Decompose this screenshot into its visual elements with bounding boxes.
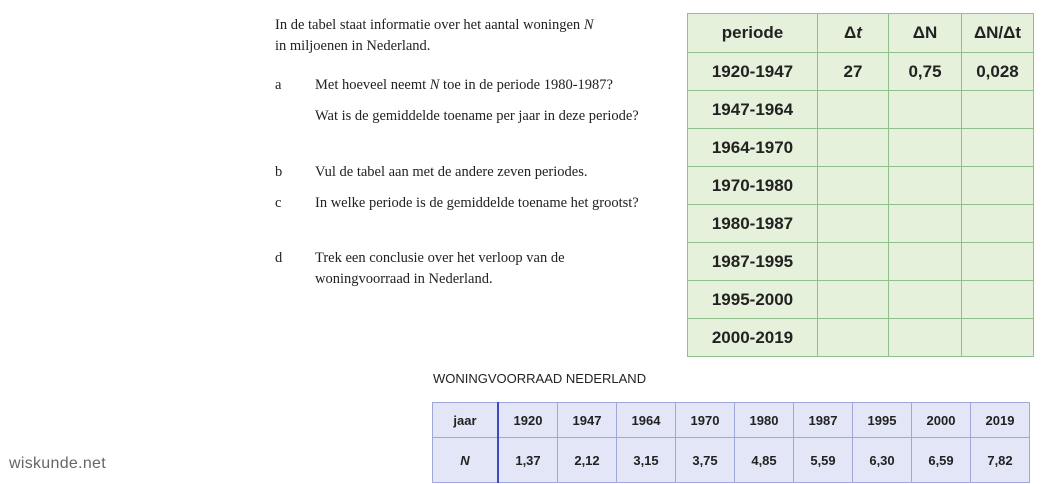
row-label-n: N [433,438,499,483]
cell-year: 2000 [912,403,971,438]
cell-delta-t[interactable] [818,281,889,319]
cell-value: 2,12 [558,438,617,483]
header-delta-t: Δt [818,14,889,53]
table-row [688,91,1034,129]
cell-delta-t[interactable] [818,243,889,281]
table-row-jaar [433,403,1030,438]
cell-periode: 1964-1970 [688,129,818,167]
question-text: In welke periode is de gemiddelde toename het grootst? [315,195,639,211]
cell-delta-n-per-delta-t[interactable] [962,319,1034,357]
cell-periode: 1980-1987 [688,205,818,243]
period-table-header [688,14,1034,53]
question-letter: b [275,164,283,180]
cell-periode: 1995-2000 [688,281,818,319]
cell-value: 6,59 [912,438,971,483]
cell-periode: 1987-1995 [688,243,818,281]
cell-delta-n[interactable] [889,91,962,129]
cell-delta-t[interactable] [818,91,889,129]
question-letter: c [275,195,282,211]
cell-delta-t[interactable] [818,129,889,167]
header-periode: periode [688,14,818,53]
cell-delta-n-per-delta-t[interactable] [962,167,1034,205]
table-row [688,205,1034,243]
cell-value: 3,15 [617,438,676,483]
cell-delta-t[interactable] [818,167,889,205]
question-text: Wat is de gemiddelde toename per jaar in deze periode? [315,108,639,124]
table-row [688,319,1034,357]
cell-delta-t[interactable] [818,205,889,243]
cell-delta-n-per-delta-t[interactable]: 0,028 [962,53,1034,91]
cell-year: 1995 [853,403,912,438]
cell-delta-n[interactable]: 0,75 [889,53,962,91]
cell-year: 2019 [971,403,1030,438]
cell-delta-n[interactable] [889,243,962,281]
variable-n: N [583,17,594,33]
intro-text: In de tabel staat informatie over het aantal woningen N in miljoenen in Nederland. [275,17,594,54]
cell-delta-n-per-delta-t[interactable] [962,205,1034,243]
header-delta-n: ΔN [889,14,962,53]
table-row [688,129,1034,167]
cell-delta-t[interactable] [818,319,889,357]
cell-delta-n[interactable] [889,281,962,319]
table-row [688,53,1034,91]
header-delta-n-per-delta-t: ΔN/Δt [962,14,1034,53]
cell-periode: 1920-1947 [688,53,818,91]
cell-delta-n[interactable] [889,205,962,243]
question-letter: a [275,77,282,93]
woningvoorraad-table [432,402,1030,483]
table-row [688,243,1034,281]
cell-year: 1980 [735,403,794,438]
question-text: Trek een conclusie over het verloop van de woningvoorraad in Nederland. [315,250,565,287]
cell-year: 1947 [558,403,617,438]
table-row [688,167,1034,205]
cell-year: 1987 [794,403,853,438]
cell-value: 4,85 [735,438,794,483]
cell-year: 1970 [676,403,735,438]
table-row-n [433,438,1030,483]
period-table [687,13,1034,357]
question-text: Met hoeveel neemt N toe in de periode 1980-1987? [315,77,613,93]
cell-year: 1964 [617,403,676,438]
question-text: Vul de tabel aan met de andere zeven periodes. [315,164,588,180]
cell-delta-n-per-delta-t[interactable] [962,129,1034,167]
cell-value: 3,75 [676,438,735,483]
row-label-jaar: jaar [433,403,499,438]
cell-delta-n-per-delta-t[interactable] [962,243,1034,281]
cell-delta-t[interactable]: 27 [818,53,889,91]
cell-delta-n[interactable] [889,167,962,205]
cell-periode: 1947-1964 [688,91,818,129]
cell-value: 5,59 [794,438,853,483]
cell-delta-n-per-delta-t[interactable] [962,91,1034,129]
question-letter: d [275,250,283,266]
wiskunde-net-logo: wiskunde.net [9,455,106,472]
cell-delta-n[interactable] [889,319,962,357]
cell-value: 7,82 [971,438,1030,483]
table-row [688,281,1034,319]
cell-periode: 2000-2019 [688,319,818,357]
data-table-title: WONINGVOORRAAD NEDERLAND [433,371,647,386]
cell-year: 1920 [498,403,558,438]
cell-delta-n[interactable] [889,129,962,167]
cell-value: 1,37 [498,438,558,483]
cell-periode: 1970-1980 [688,167,818,205]
cell-value: 6,30 [853,438,912,483]
cell-delta-n-per-delta-t[interactable] [962,281,1034,319]
